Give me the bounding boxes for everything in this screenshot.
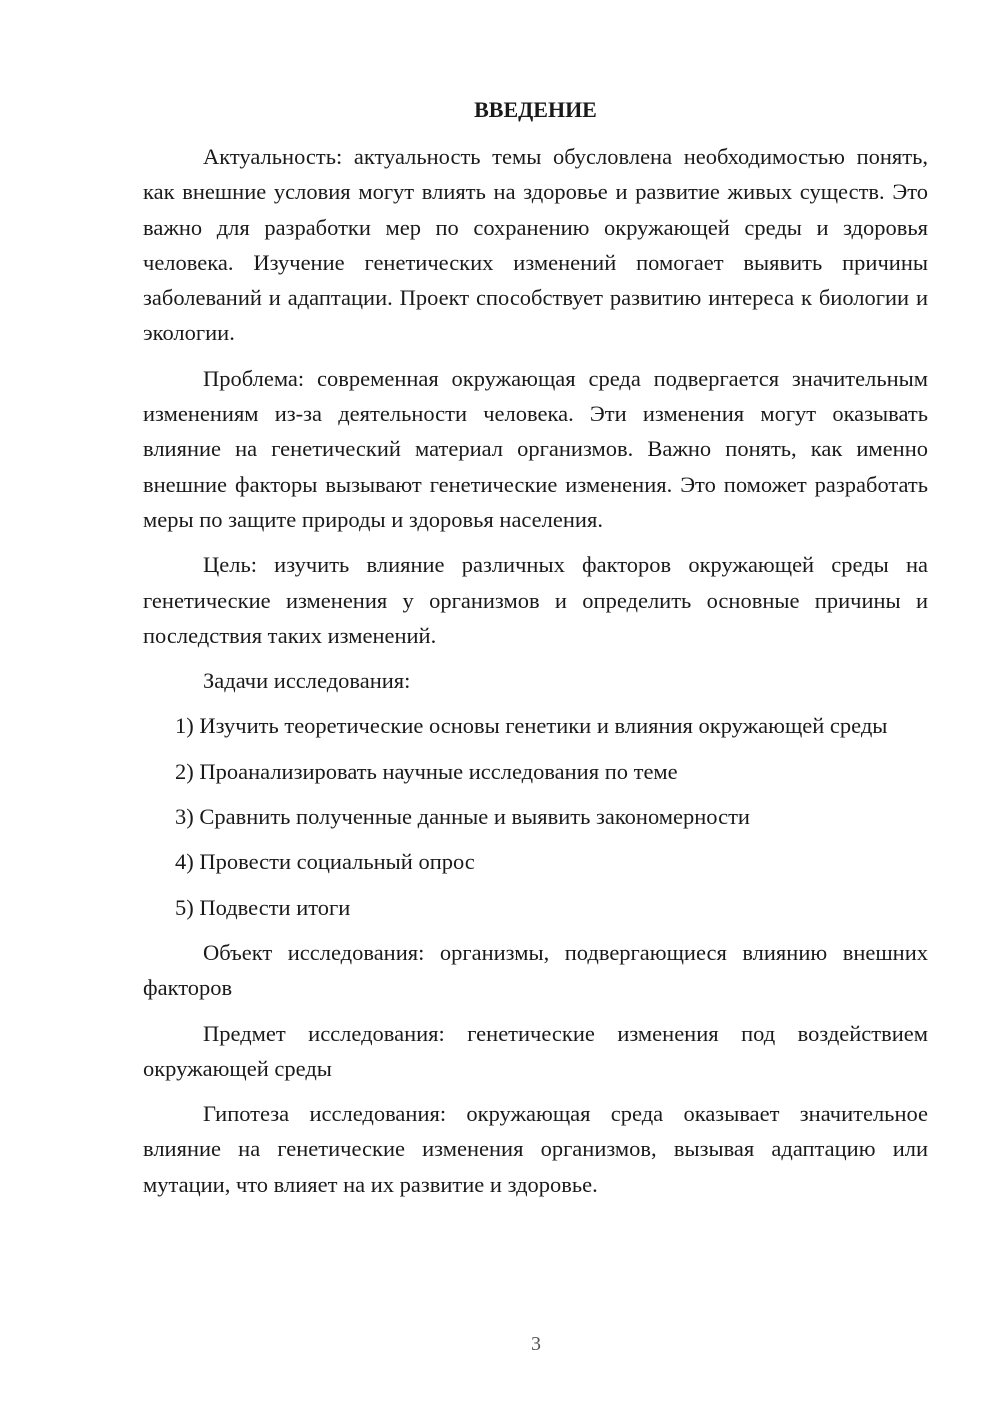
document-page (143, 95, 928, 1212)
task-item-5: 5) Подвести итоги (175, 894, 351, 920)
section-heading: ВВЕДЕНИЕ (474, 97, 597, 122)
hypothesis-paragraph: Гипотеза исследования: окружающая среда оказывает значительное влияние на генетические изменения организмов, вызывая адаптацию или мутации, что влияет на их развитие и здоровье. (143, 1101, 928, 1197)
problem-paragraph: Проблема: современная окружающая среда подвергается значительным изменениям из-за деятельности человека. Эти изменения могут оказывать влияние на генетический материал организмов. Важно понять, как именно внешние факторы вызывают генетические изменения. Это поможет разработать меры по защите природы и здоровья населения. (143, 365, 928, 532)
subject-paragraph: Предмет исследования: генетические изменения под воздействием окружающей среды (143, 1020, 928, 1081)
tasks-list (143, 708, 928, 924)
task-item-3: 3) Сравнить полученные данные и выявить закономерности (175, 804, 750, 830)
tasks-title: Задачи исследования: (203, 668, 411, 694)
object-paragraph: Объект исследования: организмы, подвергающиеся влиянию внешних факторов (143, 939, 928, 1001)
goal-paragraph: Цель: изучить влияние различных факторов окружающей среды на генетические изменения у организмов и определить основные причины и последствия таких изменений. (143, 552, 928, 648)
task-item-1: 1) Изучить теоретические основы генетики и влияния окружающей среды (175, 713, 888, 739)
page-number: 3 (531, 1333, 541, 1355)
task-item-2: 2) Проанализировать научные исследования по теме (175, 758, 678, 784)
relevance-paragraph: Актуальность: актуальность темы обусловлена необходимостью понять, как внешние условия могут влиять на здоровье и развитие живых существ. Это важно для разработки мер по сохранению окружающей среды и здоровья человека. Изучение генетических изменений помогает выявить причины заболеваний и адаптации. Проект способствует развитию интереса к биологии и экологии. (143, 144, 928, 346)
task-item-4: 4) Провести социальный опрос (175, 849, 475, 875)
